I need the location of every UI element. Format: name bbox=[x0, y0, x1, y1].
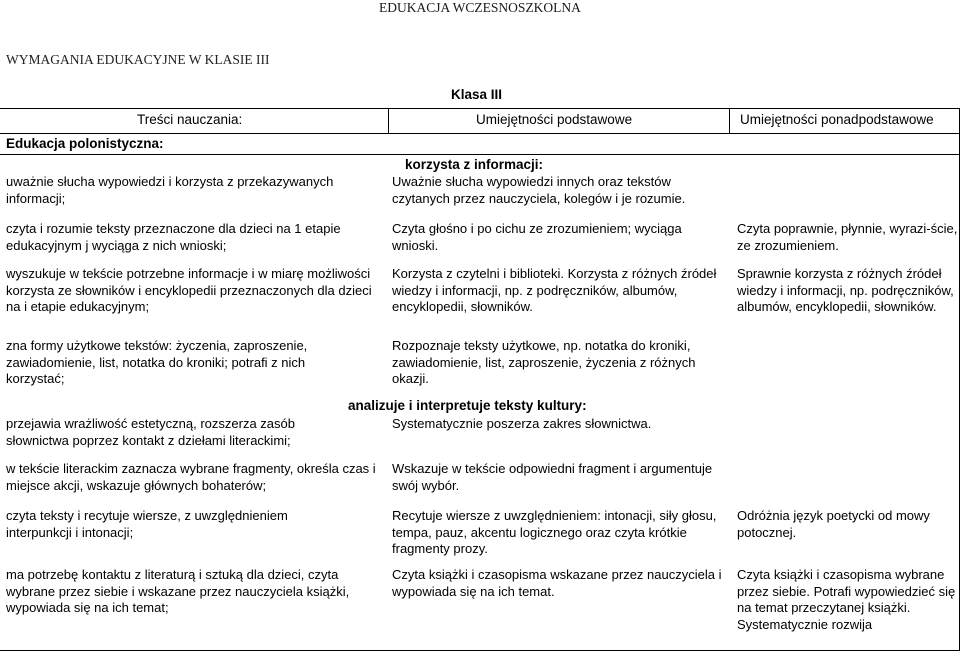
row-3-podstawowe: Korzysta z czytelni i biblioteki. Korzysta z różnych źródeł wiedzy i informacji, np. z podręczników, albumów, encyklopedii, słowników. bbox=[392, 266, 717, 314]
row-3-tresc: wyszukuje w tekście potrzebne informacje i w miarę możliwości korzysta ze słowników i encyklopedii przeznaczonych dla dzieci na i etapie edukacyjnym; bbox=[6, 266, 372, 314]
header-row-border bbox=[0, 133, 960, 134]
header-col-divider-2 bbox=[729, 108, 730, 133]
document-title: WYMAGANIA EDUKACYJNE W KLASIE III bbox=[6, 52, 270, 67]
column-header-tresci: Treści nauczania: bbox=[137, 112, 243, 127]
column-header-podstawowe: Umiejętności podstawowe bbox=[476, 112, 633, 127]
row-3-ponadpodstawowe: Sprawnie korzysta z różnych źródeł wiedzy i informacji, np. podręczników, albumów, encyklopedii, słowników. bbox=[737, 266, 954, 314]
row-7-tresc: czyta teksty i recytuje wiersze, z uwzględnieniem interpunkcji i intonacji; bbox=[6, 508, 288, 540]
table-bottom-border bbox=[0, 650, 960, 651]
row-2-podstawowe: Czyta głośno i po cichu ze zrozumieniem; wyciąga wnioski. bbox=[392, 221, 682, 253]
subsection-korzysta: korzysta z informacji: bbox=[405, 157, 544, 172]
row-7-ponadpodstawowe: Odróżnia język poetycki od mowy potocznej. bbox=[737, 508, 930, 540]
class-label: Klasa III bbox=[451, 87, 503, 102]
section-row-border bbox=[0, 154, 960, 155]
row-5-podstawowe: Systematycznie poszerza zakres słownictwa. bbox=[392, 416, 652, 431]
document-header: EDUKACJA WCZESNOSZKOLNA bbox=[379, 0, 581, 15]
section-title: Edukacja polonistyczna: bbox=[6, 136, 164, 151]
row-4-podstawowe: Rozpoznaje teksty użytkowe, np. notatka do kroniki, zawiadomienie, list, zaproszenie, życzenia z różnych okazji. bbox=[392, 338, 696, 386]
row-8-podstawowe: Czyta książki i czasopisma wskazane przez nauczyciela i wypowiada się na ich temat. bbox=[392, 567, 722, 599]
subsection-analizuje: analizuje i interpretuje teksty kultury: bbox=[348, 398, 587, 413]
table-top-border bbox=[0, 108, 960, 109]
row-6-podstawowe: Wskazuje w tekście odpowiedni fragment i argumentuje swój wybór. bbox=[392, 461, 713, 493]
row-8-tresc: ma potrzebę kontaktu z literaturą i sztuką dla dzieci, czyta wybrane przez siebie i wskazane przez nauczyciela książki, wypowiada się na ich temat; bbox=[6, 567, 350, 615]
row-2-ponadpodstawowe: Czyta poprawnie, płynnie, wyrazi-ście, ze zrozumieniem. bbox=[737, 221, 958, 253]
header-col-divider-1 bbox=[388, 108, 389, 133]
row-6-tresc: w tekście literackim zaznacza wybrane fragmenty, określa czas i miejsce akcji, wskazuje głównych bohaterów; bbox=[6, 461, 376, 493]
row-2-tresc: czyta i rozumie teksty przeznaczone dla dzieci na 1 etapie edukacyjnym j wyciąga z nich wnioski; bbox=[6, 221, 341, 253]
row-4-tresc: zna formy użytkowe tekstów: życzenia, zaproszenie, zawiadomienie, list, notatka do kroniki; potrafi z nich korzystać; bbox=[6, 338, 308, 386]
row-8-ponadpodstawowe: Czyta książki i czasopisma wybrane przez siebie. Potrafi wypowiedzieć się na temat przeczytanej książki. Systematycznie rozwija bbox=[737, 567, 956, 632]
row-1-podstawowe: Uważnie słucha wypowiedzi innych oraz tekstów czytanych przez nauczyciela, kolegów i je rozumie. bbox=[392, 174, 686, 206]
row-1-tresc: uważnie słucha wypowiedzi i korzysta z przekazywanych informacji; bbox=[6, 174, 334, 206]
column-header-ponadpodstawowe: Umiejętności ponadpodstawowe bbox=[740, 112, 934, 127]
row-5-tresc: przejawia wrażliwość estetyczną, rozszerza zasób słownictwa poprzez kontakt z dziełami literackimi; bbox=[6, 416, 295, 448]
row-7-podstawowe: Recytuje wiersze z uwzględnieniem: intonacji, siły głosu, tempa, pauz, akcentu logicznego oraz czyta krótkie fragmenty prozy. bbox=[392, 508, 717, 556]
